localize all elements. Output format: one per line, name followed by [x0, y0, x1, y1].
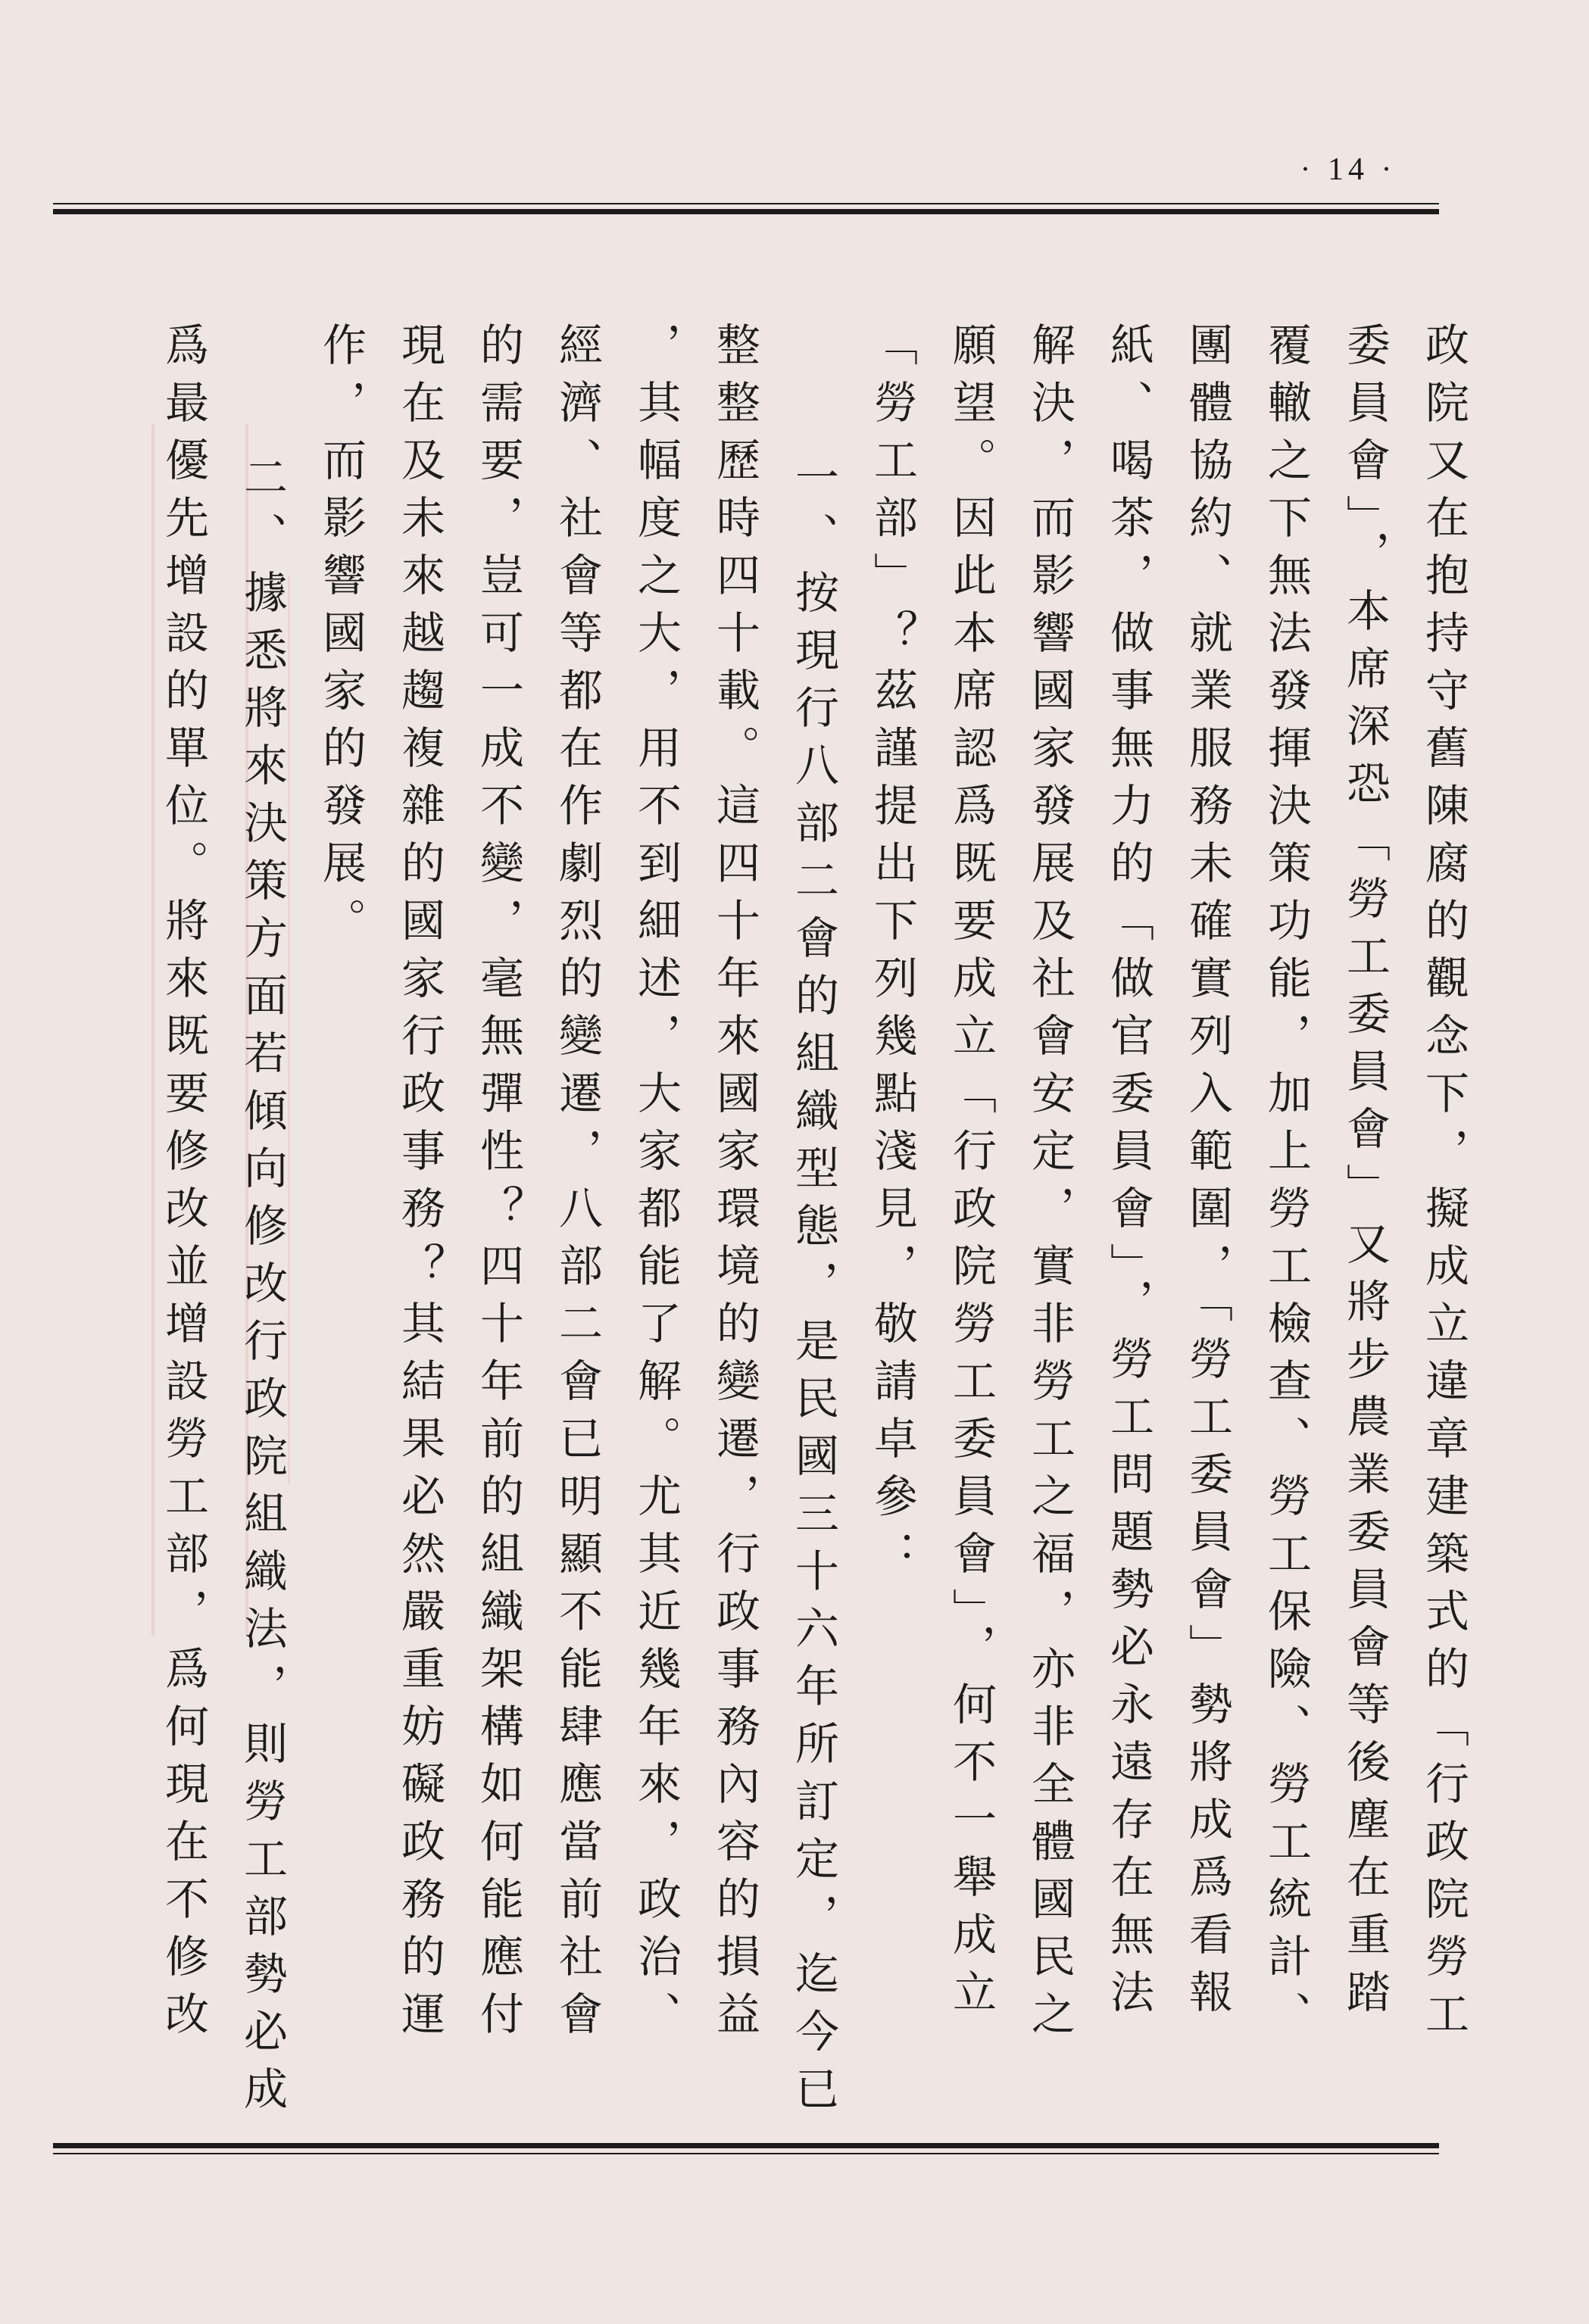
text-column: 現在及未來越趨複雜的國家行政事務？其結果必然嚴重妨礙政務的運 — [394, 322, 445, 2048]
text-column: 委員會」，本席深恐「勞工委員會」又將步農業委員會等後塵在重踏 — [1339, 322, 1391, 2026]
text-column: 政院又在抱持守舊陳腐的觀念下，擬成立違章建築式的「行政院勞工 — [1418, 322, 1469, 2048]
text-column-paragraph-start: 二、據悉將來決策方面若傾向修改行政院組織法，則勞工部勢必成 — [236, 454, 288, 2123]
page-number: · 14 · — [1300, 152, 1397, 187]
text-column: 「勞工部」？茲謹提出下列幾點淺見，敬請卓參： — [866, 322, 918, 1588]
vertical-body-text — [144, 322, 1483, 2123]
text-column: 覆轍之下無法發揮決策功能，加上勞工檢查、勞工保險、勞工統計、 — [1260, 322, 1312, 2048]
text-column: 解決，而影響國家發展及社會安定，實非勞工之福，亦非全體國民之 — [1024, 322, 1075, 2048]
text-column: ，其幅度之大，用不到細述，大家都能了解。尤其近幾年來，政治、 — [630, 322, 682, 2048]
text-column: 經濟、社會等都在作劇烈的變遷，八部二會已明顯不能肆應當前社會 — [551, 322, 603, 2048]
header-rule — [53, 203, 1439, 214]
text-column: 爲最優先增設的單位。將來既要修改並增設勞工部，爲何現在不修改 — [158, 322, 209, 2048]
text-column: 紙、喝茶，做事無力的「做官委員會」，勞工問題勢必永遠存在無法 — [1103, 322, 1154, 2026]
text-column-paragraph-start: 一、按現行八部二會的組織型態，是民國三十六年所訂定，迄今已 — [788, 454, 839, 2123]
text-column: 作，而影響國家的發展。 — [315, 322, 367, 955]
text-column: 整整歷時四十載。這四十年來國家環境的變遷，行政事務內容的損益 — [709, 322, 760, 2048]
text-column: 團體協約、就業服務未確實列入範圍，「勞工委員會」勢將成爲看報 — [1182, 322, 1233, 2026]
text-column: 的需要，豈可一成不變，毫無彈性？四十年前的組織架構如何能應付 — [473, 322, 524, 2048]
text-column: 願望。因此本席認爲既要成立「行政院勞工委員會」，何不一舉成立 — [945, 322, 997, 2026]
footer-rule — [53, 2143, 1439, 2154]
